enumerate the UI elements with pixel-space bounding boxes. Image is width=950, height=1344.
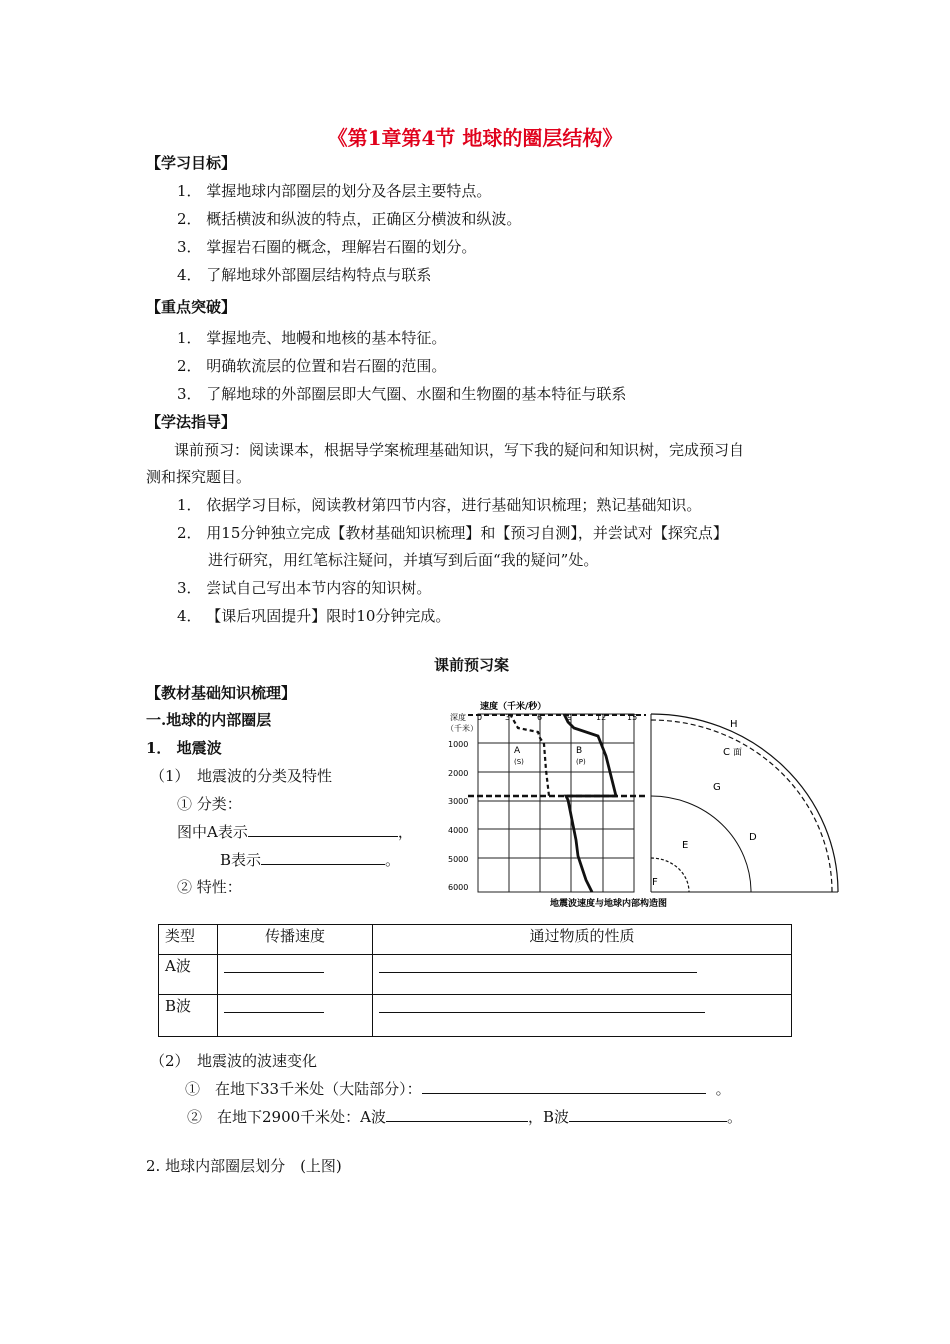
property-label: ② 特性：	[177, 878, 242, 896]
table-row	[159, 995, 792, 1037]
q2-item-1-blank[interactable]	[422, 1078, 706, 1094]
depth-axis-unit: （千米）	[446, 724, 478, 733]
q2-item-2-label: ② 在地下2900千米处：A波	[187, 1108, 387, 1126]
table-cell-speed[interactable]	[218, 995, 373, 1037]
a-wave-label: 图中A表示	[177, 823, 248, 841]
method-item: 1． 依据学习目标，阅读教材第四节内容，进行基础知识梳理；熟记基础知识。	[177, 496, 702, 514]
speed-axis-label: 速度（千米/秒）	[480, 702, 547, 712]
figure-grid	[478, 714, 634, 892]
property-blank[interactable]	[379, 997, 705, 1013]
a-wave-line	[177, 821, 413, 842]
depth-axis-label: 深度	[450, 713, 466, 722]
b-wave-line	[220, 849, 400, 870]
wave-a-sub: (S)	[514, 758, 524, 766]
a-wave-comma: ，	[397, 823, 413, 841]
method-intro: 课前预习：阅读课本，根据导学案梳理基础知识，写下我的疑问和知识树，完成预习自	[174, 441, 745, 459]
table-header-cell: 传播速度	[218, 925, 373, 955]
part2-heading: 2. 地球内部圈层划分 (上图)	[146, 1157, 342, 1175]
depth-tick: 5000	[448, 855, 469, 864]
q2-item-2-blank-b[interactable]	[569, 1106, 727, 1122]
table-header-cell: 通过物质的性质	[373, 925, 792, 955]
q2-item-2-end: 。	[727, 1108, 743, 1126]
method-item: 4． 【课后巩固提升】限时10分钟完成。	[177, 607, 451, 625]
earth-quarter-section	[651, 714, 838, 892]
wave-b-sub: (P)	[576, 758, 586, 766]
table-row	[159, 955, 792, 995]
b-wave-blank[interactable]	[261, 849, 385, 865]
wave-a-label: A	[514, 746, 521, 756]
sub1-heading: 1． 地震波	[146, 739, 222, 757]
wave-b-label: B	[576, 746, 583, 756]
layer-label-e: E	[682, 840, 689, 851]
keypoint-item: 3． 了解地球的外部圈层即大气圈、水圈和生物圈的基本特征与联系	[177, 385, 627, 403]
speed-tick: 6	[537, 713, 543, 722]
q2-item-1	[185, 1078, 731, 1099]
wave-b-curve	[564, 714, 616, 892]
layer-label-d: D	[749, 832, 757, 843]
goal-item: 4． 了解地球外部圈层结构特点与联系	[177, 266, 432, 284]
depth-tick: 3000	[448, 797, 469, 806]
q2-item-1-label: ① 在地下33千米处（大陆部分）：	[185, 1080, 422, 1098]
speed-blank[interactable]	[224, 957, 324, 973]
keypoint-item: 1． 掌握地壳、地幔和地核的基本特征。	[177, 329, 447, 347]
depth-tick: 2000	[448, 769, 469, 778]
table-cell-property[interactable]	[373, 955, 792, 995]
figure-caption: 地震波速度与地球内部构造图	[550, 899, 668, 909]
goal-item: 1． 掌握地球内部圈层的划分及各层主要特点。	[177, 182, 492, 200]
a-wave-blank[interactable]	[248, 821, 398, 837]
table-header-cell: 类型	[159, 925, 218, 955]
method-item: 3． 尝试自己写出本节内容的知识树。	[177, 579, 432, 597]
method-item: 2． 用15分钟独立完成【教材基础知识梳理】和【预习自测】，并尝试对【探究点】	[177, 524, 728, 542]
goal-item: 2． 概括横波和纵波的特点，正确区分横波和纵波。	[177, 210, 522, 228]
layer-label-g: G	[713, 782, 721, 793]
classify-label: ① 分类：	[177, 795, 242, 813]
property-blank[interactable]	[379, 957, 697, 973]
speed-tick: 3	[505, 713, 511, 722]
table-header-row	[159, 925, 792, 955]
depth-tick: 6000	[448, 883, 469, 892]
question-2: （2） 地震波的波速变化	[150, 1052, 318, 1070]
layer-label-h: H	[730, 719, 738, 730]
speed-tick: 9	[567, 713, 573, 722]
speed-tick: 15	[627, 713, 638, 722]
keypoints-heading: 【重点突破】	[146, 298, 237, 316]
goals-heading: 【学习目标】	[146, 154, 237, 172]
method-heading: 【学法指导】	[146, 413, 237, 431]
speed-tick: 12	[596, 713, 607, 722]
depth-tick: 1000	[448, 740, 469, 749]
method-intro-cont: 测和探究题目。	[146, 468, 252, 486]
goal-item: 3． 掌握岩石圈的概念，理解岩石圈的划分。	[177, 238, 477, 256]
b-wave-label: B表示	[220, 851, 262, 869]
q2-item-2-blank-a[interactable]	[386, 1106, 528, 1122]
layer-label-f: F	[652, 877, 658, 888]
layer-label-c-suffix: 面	[733, 748, 743, 758]
page-title: 《第1章第4节 地球的圈层结构》	[327, 126, 623, 150]
q2-item-1-end: 。	[715, 1080, 731, 1098]
q2-item-2	[187, 1106, 742, 1127]
wave-properties-table	[158, 924, 792, 1037]
method-item-cont: 进行研究，用红笔标注疑问，并填写到后面“我的疑问”处。	[208, 551, 599, 569]
depth-tick: 4000	[448, 826, 469, 835]
table-cell-property[interactable]	[373, 995, 792, 1037]
seismic-wave-figure	[446, 700, 856, 912]
part1-heading: 一.地球的内部圈层	[146, 711, 272, 729]
speed-blank[interactable]	[224, 997, 324, 1013]
question-1: （1） 地震波的分类及特性	[150, 767, 333, 785]
b-wave-period: 。	[385, 851, 401, 869]
table-cell-type: A波	[159, 955, 218, 995]
q2-item-2-mid: ，B波	[528, 1108, 570, 1126]
table-cell-speed[interactable]	[218, 955, 373, 995]
speed-tick: 0	[477, 713, 483, 722]
keypoint-item: 2． 明确软流层的位置和岩石圈的范围。	[177, 357, 447, 375]
table-cell-type: B波	[159, 995, 218, 1037]
knowledge-heading: 【教材基础知识梳理】	[146, 684, 297, 702]
layer-label-c: C	[723, 747, 730, 758]
preview-heading: 课前预习案	[434, 656, 510, 674]
